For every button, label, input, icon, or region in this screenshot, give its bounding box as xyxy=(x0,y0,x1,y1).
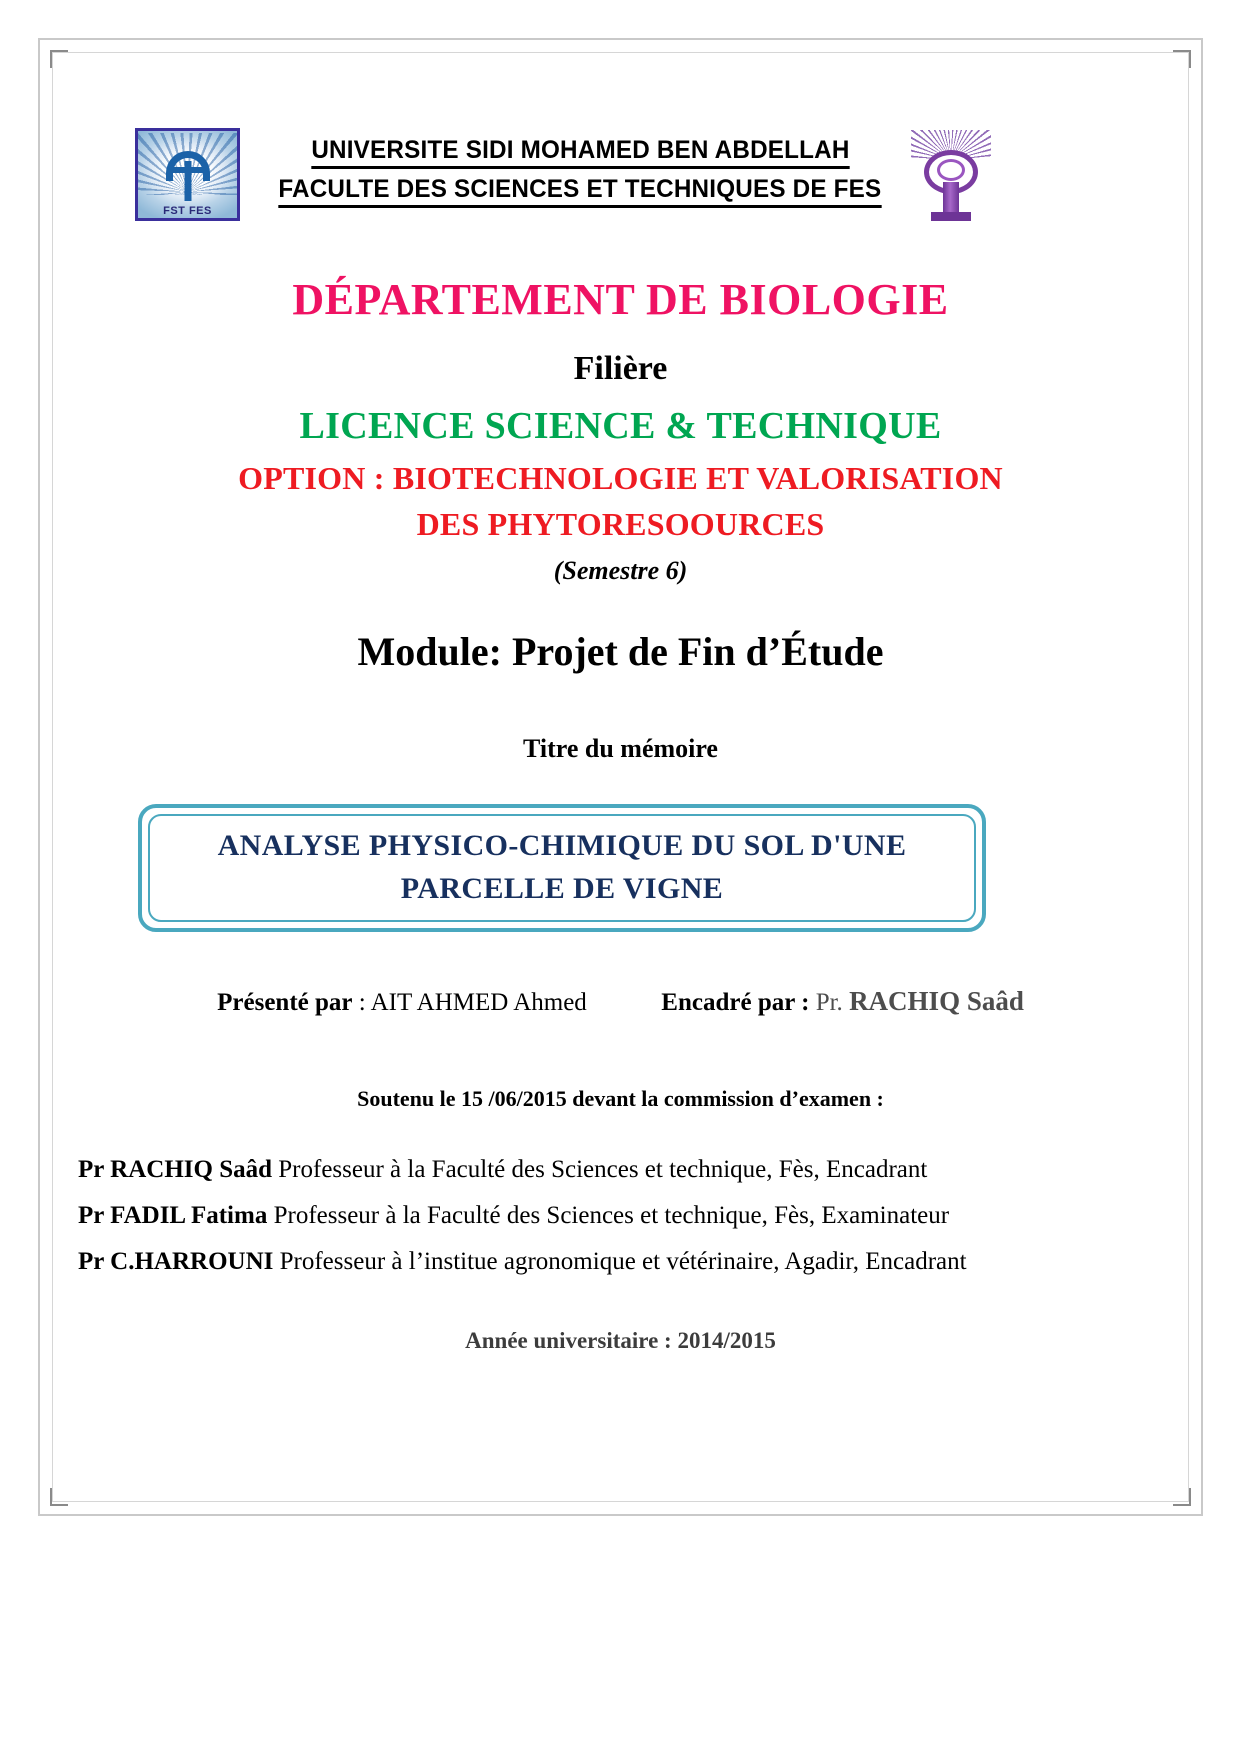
memoire-title-line-1: ANALYSE PHYSICO-CHIMIQUE DU SOL D'UNE xyxy=(217,829,907,863)
memoire-title-box-inner-border xyxy=(148,814,976,922)
presented-by-label: Présenté par xyxy=(217,989,353,1016)
module-title: Module: Projet de Fin d’Étude xyxy=(357,629,884,674)
institution-name-block xyxy=(255,136,905,214)
fst-fes-logo-caption: FST FES xyxy=(163,205,212,217)
presented-by-value: AIT AHMED Ahmed xyxy=(370,989,587,1016)
usmba-lamp-emblem-logo-icon xyxy=(905,128,997,223)
jury-member-description: Professeur à la Faculté des Sciences et technique, Fès, Examinateur xyxy=(273,1202,950,1229)
option-line-2: DES PHYTORESOOURCES xyxy=(416,506,825,542)
institution-line-university: UNIVERSITE SIDI MOHAMED BEN ABDELLAH xyxy=(311,136,849,169)
supervised-by-label: Encadré par : xyxy=(661,989,810,1016)
fst-fes-university-logo-icon xyxy=(135,128,240,221)
jury-member-row xyxy=(60,1202,1181,1230)
memoire-label: Titre du mémoire xyxy=(523,734,718,763)
jury-member-row xyxy=(60,1156,1181,1184)
memoire-title-box xyxy=(138,804,986,932)
jury-member-description: Professeur à la Faculté des Sciences et technique, Fès, Encadrant xyxy=(278,1156,928,1183)
department-title: DÉPARTEMENT DE BIOLOGIE xyxy=(292,275,949,324)
emblem-base xyxy=(931,212,971,221)
jury-member-name: Pr C.HARROUNI xyxy=(78,1248,274,1275)
supervised-by-value: RACHIQ Saâd xyxy=(849,986,1024,1016)
defense-date-line: Soutenu le 15 /06/2015 devant la commission d’examen : xyxy=(357,1086,884,1111)
memoire-title-text xyxy=(198,825,927,910)
byline-row xyxy=(60,986,1181,1017)
document-header xyxy=(60,128,1181,228)
jury-list xyxy=(60,1156,1181,1294)
filiere-name: LICENCE SCIENCE & TECHNIQUE xyxy=(299,405,942,447)
academic-year: Année universitaire : 2014/2015 xyxy=(465,1328,776,1353)
jury-member-row xyxy=(60,1248,1181,1276)
cover-page-content xyxy=(60,56,1181,1496)
jury-member-description: Professeur à l’institue agronomique et vétérinaire, Agadir, Encadrant xyxy=(279,1248,967,1275)
emblem-column xyxy=(943,182,959,212)
logo-arch-glyph xyxy=(162,151,214,203)
semester-label: (Semestre 6) xyxy=(553,556,688,585)
memoire-title-line-2: PARCELLE DE VIGNE xyxy=(400,872,724,905)
supervised-by-prefix: Pr. xyxy=(815,989,843,1016)
option-line-1: OPTION : BIOTECHNOLOGIE ET VALORISATION xyxy=(238,460,1003,496)
institution-line-faculty: FACULTE DES SCIENCES ET TECHNIQUES DE FES xyxy=(278,175,881,208)
jury-member-name: Pr FADIL Fatima xyxy=(78,1202,268,1229)
presented-by-separator: : xyxy=(352,989,371,1016)
filiere-label: Filière xyxy=(573,350,668,387)
jury-member-name: Pr RACHIQ Saâd xyxy=(78,1156,273,1183)
emblem-inner-ring xyxy=(937,159,965,181)
